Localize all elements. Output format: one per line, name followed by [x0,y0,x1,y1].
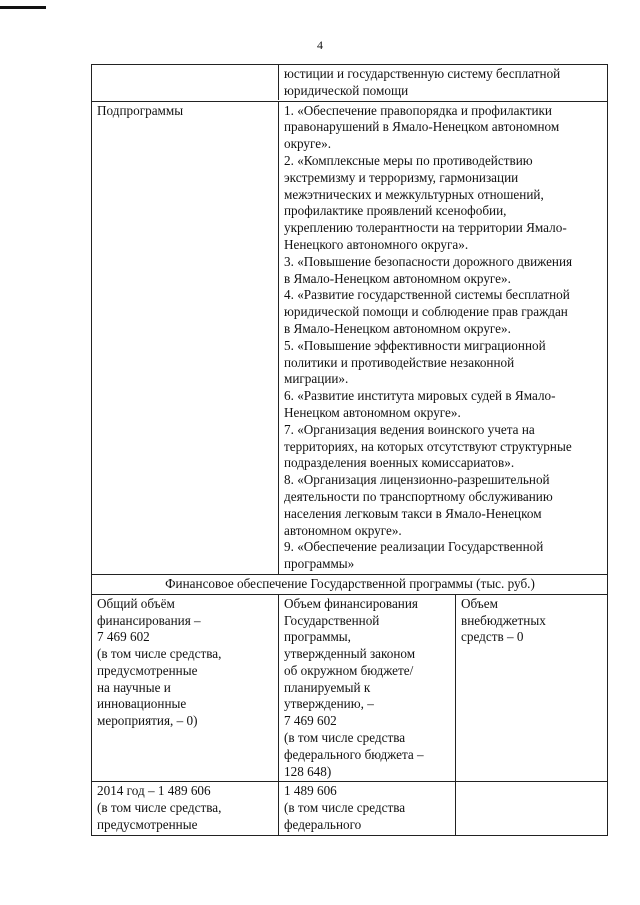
table-row [91,595,608,783]
table-row [91,102,608,575]
table-row [91,64,608,102]
financing-heading: Финансовое обеспечение Государственной программы (тыс. руб.) [165,575,535,591]
top-rule [0,6,46,9]
year-2014-budget-cell: 1 489 606 (в том числе средства федерального [279,782,456,834]
subprograms-list: 1. «Обеспечение правопорядка и профилактики правонарушений в Ямало-Ненецком автономном округе». 2. «Комплексные меры по противодействию экстремизму и терроризму, гармонизации межэтнических и межкультурных отношений, профилактике проявлений ксенофобии, укреплению толерантности на территории Ямало- Ненецкого автономного округа». 3. «Повышение безопасности дорожного движения в Ямало-Ненецком автономном округе». 4. «Развитие государственной системы бесплатной юридической помощи и соблюдение прав граждан в Ямало-Ненецком автономном округе». 5. «Повышение эффективности миграционной политики и противодействие незаконной миграции». 6. «Развитие института мировых судей в Ямало- Ненецком автономном округе». 7. «Организация ведения воинского учета на территориях, на которых отсутствуют структурные подразделения военных комиссариатов». 8. «Организация лицензионно-разрешительной деятельности по транспортному обслуживанию населения легковым такси в Ямало-Ненецком автономном округе». 9. «Обеспечение реализации Государственной программы» [284,102,573,572]
table-row [91,575,608,595]
program-passport-table [91,64,608,836]
budget-financing-cell: Объем финансирования Государственной программы, утвержденный законом об окружном бюджете/ планируемый к утверждению, – 7 469 602 (в том числе средства федерального бюджета – 128 648) [279,595,456,782]
row-label-empty [92,65,279,100]
extrabudget-cell: Объем внебюджетных средств – 0 [461,595,546,645]
page-number: 4 [317,38,323,52]
table-row [91,782,608,835]
total-financing-cell: Общий объём финансирования – 7 469 602 (в том числе средства, предусмотренные на научные и инновационные мероприятия, – 0) [92,595,279,782]
continued-text: юстиции и государственную систему бесплатной юридической помощи [284,66,561,98]
subprograms-label: Подпрограммы [92,102,279,574]
year-2014-cell: 2014 год – 1 489 606 (в том числе средства, предусмотренные [92,782,279,834]
year-2014-extrabudget-cell [456,782,607,834]
